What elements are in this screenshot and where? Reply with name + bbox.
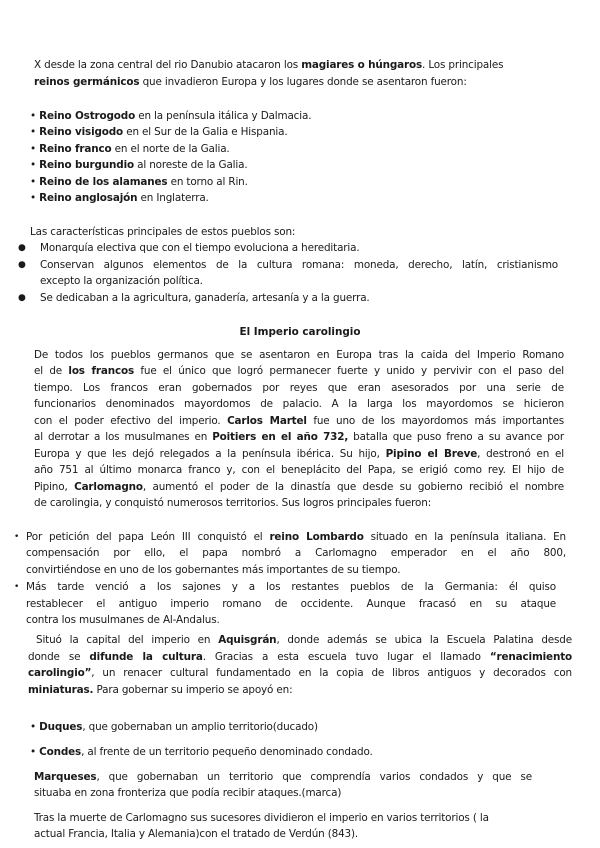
paragraph-line: Europa y que les dejó relegados a la península ibérica. Su hijo, Pipino el Breve, destronó en el: [34, 448, 564, 460]
capital-line: Situó la capital del imperio en Aquisgrán, donde además se ubica la Escuela Palatina desde: [36, 634, 572, 646]
kingdom-item: • Reino de los alamanes en torno al Rin.: [30, 176, 248, 188]
kingdom-item: • Reino visigodo en el Sur de la Galia e Hispania.: [30, 126, 288, 138]
paragraph-line: de carolingia, y conquistó numerosos territorios. Sus logros principales fueron:: [34, 497, 432, 509]
kingdom-item: • Reino burgundio al noreste de la Galia.: [30, 159, 248, 171]
bullet-icon: ●: [18, 293, 26, 303]
governance-item-continued: situaba en zona fronteriza que podía recibir ataques.(marca): [34, 787, 342, 799]
governance-item: • Condes, al frente de un territorio pequeño denominado condado.: [30, 746, 373, 758]
capital-line: miniaturas. Para gobernar su imperio se apoyó en:: [28, 684, 293, 696]
ending-line: Tras la muerte de Carlomagno sus sucesores dividieron el imperio en varios territorios ( la: [34, 812, 489, 824]
achievement-line: contra los musulmanes de Al-Andalus.: [26, 614, 220, 626]
intro-line-2: reinos germánicos que invadieron Europa y los lugares donde se asentaron fueron:: [34, 76, 467, 88]
characteristics-heading: Las características principales de estos pueblos son:: [30, 226, 296, 238]
bullet-icon: ●: [18, 260, 26, 270]
section-title: El Imperio carolingio: [239, 326, 361, 338]
paragraph-line: Pipino, Carlomagno, aumentó el poder de la dinastía que desde su gobierno recibió el nombre: [34, 481, 564, 493]
kingdom-item: • Reino anglosajón en Inglaterra.: [30, 192, 209, 204]
paragraph-line: tiempo. Los francos eran gobernados por reyes que eran asesorados por una serie de: [34, 382, 564, 394]
bullet-icon: ●: [18, 243, 26, 253]
achievement-line: Más tarde venció a los sajones y a los restantes pueblos de la Germania: él quiso: [26, 581, 556, 593]
ending-line: actual Francia, Italia y Alemania)con el tratado de Verdún (843).: [34, 828, 359, 840]
achievement-line: compensación por ello, el papa nombró a Carlomagno emperador en el año 800,: [26, 547, 566, 559]
paragraph-line: con el poder efectivo del imperio. Carlos Martel fue uno de los mayordomos más importantes: [34, 415, 564, 427]
kingdom-item: • Reino franco en el norte de la Galia.: [30, 143, 230, 155]
paragraph-line: año 751 al último monarca franco y, con el beneplácito del Papa, se erigió como rey. El hijo de: [34, 464, 564, 476]
paragraph-line: funcionarios denominados mayordomos de palacio. A la larga los mayordomos se hicieron: [34, 398, 564, 410]
bullet-icon: •: [14, 532, 20, 542]
intro-line-1: X desde la zona central del rio Danubio atacaron los magiares o húngaros. Los principales: [34, 59, 504, 71]
governance-item: • Duques, que gobernaban un amplio territorio(ducado): [30, 721, 318, 733]
achievement-line: convirtiéndose en uno de los gobernantes más importantes de su tiempo.: [26, 564, 401, 576]
capital-line: donde se difunde la cultura. Gracias a esta escuela tuvo lugar el llamado “renacimiento: [28, 651, 572, 663]
bullet-icon: •: [14, 582, 20, 592]
paragraph-line: De todos los pueblos germanos que se asentaron en Europa tras la caida del Imperio Romano: [34, 349, 564, 361]
paragraph-line: al derrotar a los musulmanes en Poitiers en el año 732, batalla que puso freno a su avance por: [34, 431, 564, 443]
capital-line: carolingio”, un renacer cultural fundamentado en la copia de libros antiguos y decorados con: [28, 667, 572, 679]
governance-item: Marqueses, que gobernaban un territorio que comprendía varios condados y que se: [34, 771, 532, 783]
achievement-line: restablecer el antiguo imperio romano de occidente. Aunque fracasó en su ataque: [26, 598, 556, 610]
paragraph-line: el de los francos fue el único que logró permanecer fuerte y unido y pervivir con el paso del: [34, 365, 564, 377]
characteristic-item: Conservan algunos elementos de la cultura romana: moneda, derecho, latín, cristianismo: [40, 259, 558, 271]
achievement-line: Por petición del papa León III conquistó el reino Lombardo situado en la península italiana. En: [26, 531, 566, 543]
characteristic-item-continued: excepto la organización política.: [40, 275, 203, 287]
kingdom-item: • Reino Ostrogodo en la península itálica y Dalmacia.: [30, 110, 312, 122]
characteristic-item: Monarquía electiva que con el tiempo evoluciona a hereditaria.: [40, 242, 360, 254]
characteristic-item: Se dedicaban a la agricultura, ganadería, artesanía y a la guerra.: [40, 292, 370, 304]
